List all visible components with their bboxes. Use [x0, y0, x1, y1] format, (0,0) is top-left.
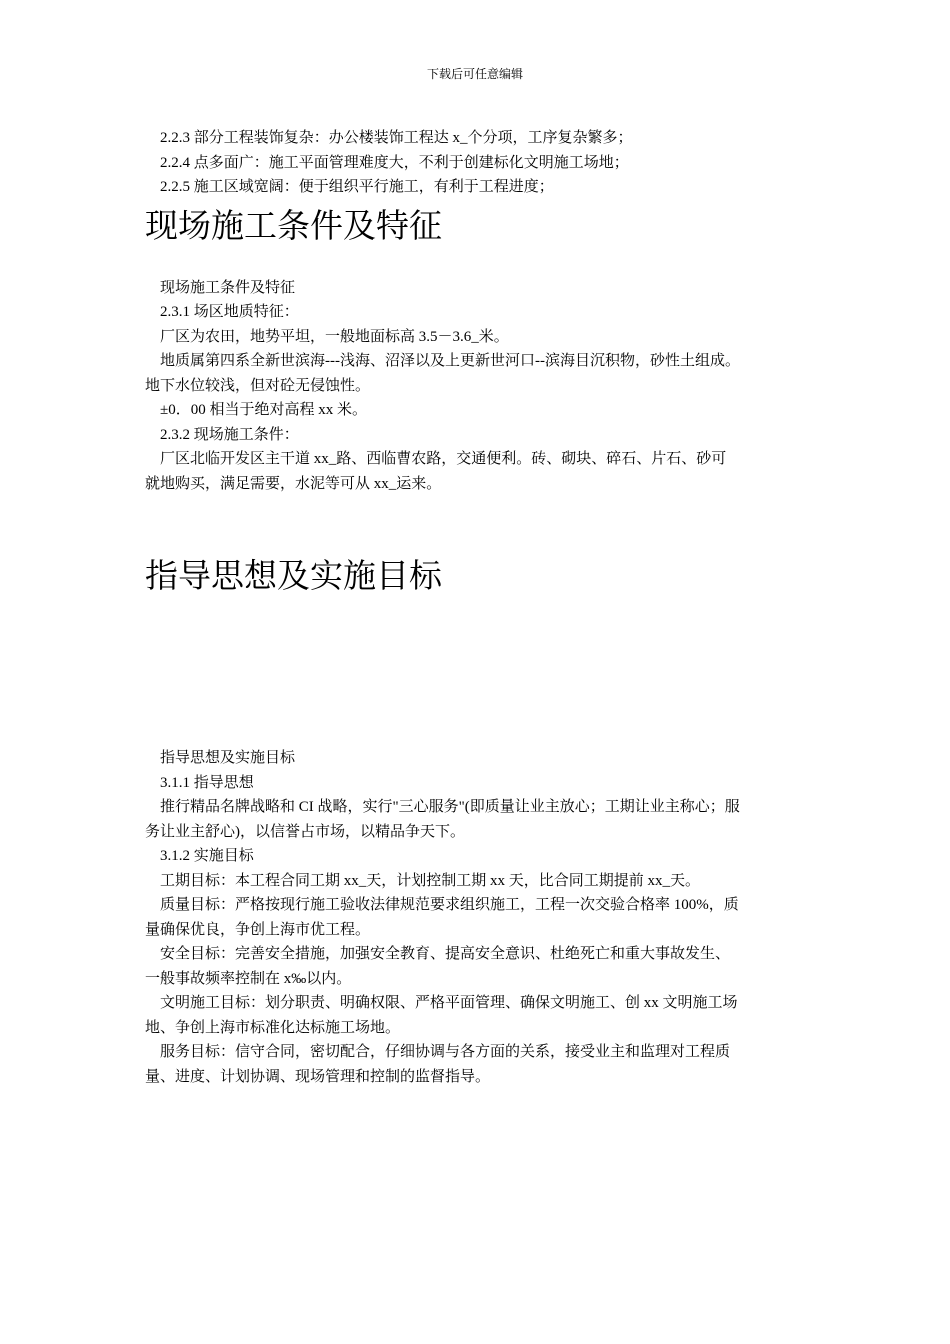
heading-guiding-ideas: 指导思想及实施目标 [145, 556, 442, 595]
paragraph-traffic-line1: 厂区北临开发区主干道 xx_路、西临曹农路，交通便利。砖、砌块、碎石、片石、砂可 [160, 451, 727, 467]
subheading-3-1-1: 3.1.1 指导思想 [160, 774, 254, 791]
paragraph-safety-goal-line2: 一般事故频率控制在 x‰以内。 [145, 970, 352, 987]
item-2-2-5: 2.2.5 施工区域宽阔：便于组织平行施工，有利于工程进度； [160, 179, 554, 195]
page-header: 下载后可任意编辑 [426, 67, 523, 81]
item-2-2-4: 2.2.4 点多面广：施工平面管理难度大，不利于创建标化文明施工场地； [160, 154, 629, 171]
paragraph-geology-line1: 地质属第四系全新世滨海---浅海、沼泽以及上更新世河口--滨海目沉积物，砂性土组成。 [160, 353, 740, 369]
paragraph-elevation: ±0．00 相当于绝对高程 xx 米。 [160, 402, 367, 418]
subheading-3-1-2: 3.1.2 实施目标 [160, 848, 254, 864]
paragraph-strategy-line1: 推行精品名牌战略和 CI 战略，实行"三心服务"(即质量让业主放心；工期让业主称心；服 [160, 799, 740, 815]
paragraph-service-goal-line2: 量、进度、计划协调、现场管理和控制的监督指导。 [145, 1068, 491, 1085]
paragraph-quality-goal-line2: 量确保优良，争创上海市优工程。 [145, 921, 371, 938]
paragraph-service-goal-line1: 服务目标：信守合同，密切配合，仔细协调与各方面的关系，接受业主和监理对工程质 [160, 1044, 731, 1060]
section-title-site-conditions: 现场施工条件及特征 [160, 279, 296, 296]
paragraph-civilized-goal-line1: 文明施工目标：划分职责、明确权限、严格平面管理、确保文明施工、创 xx 文明施工场 [160, 995, 738, 1011]
paragraph-civilized-goal-line2: 地、争创上海市标准化达标施工场地。 [145, 1019, 401, 1036]
paragraph-terrain: 厂区为农田，地势平坦，一般地面标高 3.5－3.6_米。 [160, 328, 509, 345]
paragraph-strategy-line2: 务让业主舒心)，以信誉占市场，以精品争天下。 [145, 823, 465, 840]
paragraph-quality-goal-line1: 质量目标：严格按现行施工验收法律规范要求组织施工，工程一次交验合格率 100%，质 [160, 897, 739, 913]
paragraph-schedule-goal: 工期目标：本工程合同工期 xx_天，计划控制工期 xx 天，比合同工期提前 xx_天。 [160, 872, 701, 889]
paragraph-safety-goal-line1: 安全目标：完善安全措施，加强安全教育、提高安全意识、杜绝死亡和重大事故发生、 [160, 946, 731, 962]
document-body [145, 126, 817, 1089]
subheading-2-3-2: 2.3.2 现场施工条件： [160, 426, 299, 443]
paragraph-geology-line2: 地下水位较浅，但对砼无侵蚀性。 [145, 377, 371, 394]
item-2-2-3: 2.2.3 部分工程装饰复杂：办公楼装饰工程达 x_个分项，工序复杂繁多； [160, 130, 633, 146]
paragraph-traffic-line2: 就地购买，满足需要，水泥等可从 xx_运来。 [145, 475, 442, 492]
heading-site-conditions: 现场施工条件及特征 [145, 205, 442, 245]
subheading-2-3-1: 2.3.1 场区地质特征： [160, 304, 299, 320]
section-title-guiding-ideas: 指导思想及实施目标 [160, 750, 296, 766]
